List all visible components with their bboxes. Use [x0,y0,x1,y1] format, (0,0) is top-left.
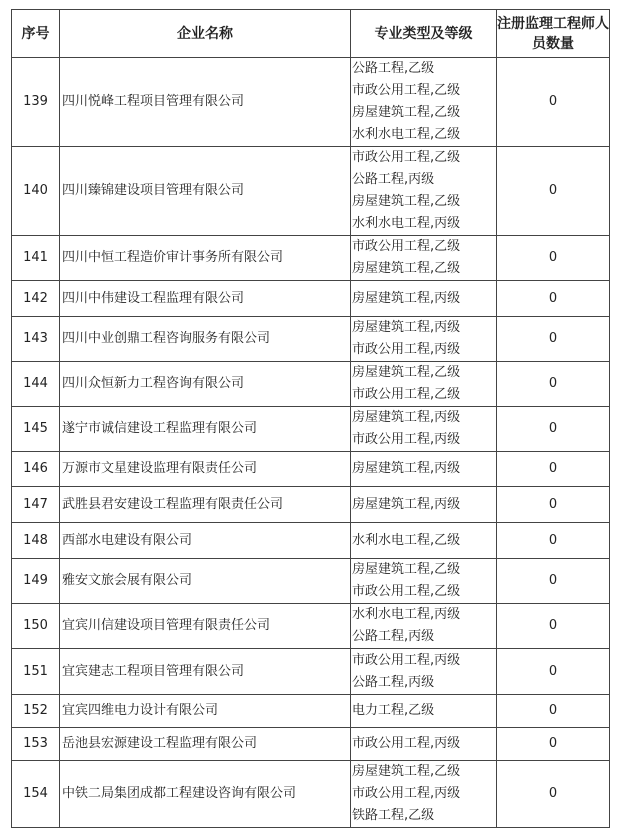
company-name: 四川中伟建设工程监理有限公司 [60,281,351,317]
specialty-item: 房屋建筑工程,丙级 [352,410,461,425]
specialty-cell [351,604,497,649]
specialty-item: 市政公用工程,乙级 [352,83,461,98]
company-name: 中铁二局集团成都工程建设咨询有限公司 [60,761,351,828]
row-index: 151 [12,649,60,695]
table-row [12,728,610,761]
engineer-count: 0 [497,761,610,828]
specialty-item: 水利水电工程,乙级 [352,532,461,548]
specialty-item: 市政公用工程,乙级 [352,584,461,599]
row-index: 147 [12,487,60,523]
specialty-cell [351,761,497,828]
specialty-item: 房屋建筑工程,乙级 [352,194,461,209]
table-body [12,58,610,828]
table-row [12,407,610,452]
specialty-item: 市政公用工程,乙级 [352,239,461,254]
company-name: 四川众恒新力工程咨询有限公司 [60,362,351,407]
specialty-item: 市政公用工程,丙级 [352,786,461,801]
engineer-count: 0 [497,317,610,362]
row-index: 144 [12,362,60,407]
specialty-item: 水利水电工程,乙级 [352,127,461,142]
specialty-item: 市政公用工程,丙级 [352,652,461,668]
header-engineers: 注册监理工程师人员数量 [497,10,610,58]
engineer-count: 0 [497,695,610,728]
company-name: 西部水电建设有限公司 [60,523,351,559]
company-name: 遂宁市诚信建设工程监理有限公司 [60,407,351,452]
specialty-cell [351,695,497,728]
row-index: 153 [12,728,60,761]
specialty-item: 水利水电工程,丙级 [352,607,461,622]
specialty-cell [351,281,497,317]
specialty-item: 房屋建筑工程,乙级 [352,261,461,276]
row-index: 145 [12,407,60,452]
specialty-cell [351,452,497,487]
specialty-item: 市政公用工程,丙级 [352,342,461,357]
row-index: 142 [12,281,60,317]
row-index: 143 [12,317,60,362]
table-row [12,523,610,559]
specialty-item: 铁路工程,乙级 [352,808,435,823]
specialty-cell [351,487,497,523]
specialty-item: 公路工程,丙级 [352,172,435,187]
specialty-cell [351,649,497,695]
specialty-item: 市政公用工程,丙级 [352,432,461,447]
table-row [12,649,610,695]
company-name: 四川中业创鼎工程咨询服务有限公司 [60,317,351,362]
row-index: 140 [12,147,60,236]
specialty-item: 房屋建筑工程,乙级 [352,562,461,577]
specialty-item: 房屋建筑工程,乙级 [352,105,461,120]
row-index: 141 [12,236,60,281]
engineer-count: 0 [497,58,610,147]
company-name: 宜宾四维电力设计有限公司 [60,695,351,728]
specialty-item: 房屋建筑工程,丙级 [352,496,461,512]
engineer-count: 0 [497,236,610,281]
engineer-count: 0 [497,559,610,604]
row-index: 152 [12,695,60,728]
engineer-count: 0 [497,523,610,559]
specialty-item: 公路工程,丙级 [352,629,435,644]
enterprise-table [11,9,610,828]
company-name: 宜宾川信建设项目管理有限责任公司 [60,604,351,649]
table-row [12,236,610,281]
header-row [12,10,610,58]
specialty-cell [351,728,497,761]
engineer-count: 0 [497,487,610,523]
specialty-item: 电力工程,乙级 [352,703,435,718]
table-row [12,281,610,317]
company-name: 万源市文星建设监理有限责任公司 [60,452,351,487]
specialty-item: 市政公用工程,乙级 [352,150,461,165]
table-row [12,452,610,487]
engineer-count: 0 [497,649,610,695]
specialty-item: 公路工程,丙级 [352,674,435,690]
row-index: 154 [12,761,60,828]
header-company: 企业名称 [60,10,351,58]
engineer-count: 0 [497,407,610,452]
specialty-cell [351,523,497,559]
engineer-count: 0 [497,728,610,761]
specialty-item: 市政公用工程,丙级 [352,736,461,751]
table-row [12,487,610,523]
table-row [12,604,610,649]
company-name: 四川中恒工程造价审计事务所有限公司 [60,236,351,281]
engineer-count: 0 [497,452,610,487]
company-name: 雅安文旅会展有限公司 [60,559,351,604]
row-index: 146 [12,452,60,487]
header-specialty: 专业类型及等级 [351,10,497,58]
specialty-cell [351,236,497,281]
company-name: 宜宾建志工程项目管理有限公司 [60,649,351,695]
table-row [12,317,610,362]
company-name: 武胜县君安建设工程监理有限责任公司 [60,487,351,523]
company-name: 岳池县宏源建设工程监理有限公司 [60,728,351,761]
table-row [12,761,610,828]
engineer-count: 0 [497,147,610,236]
specialty-item: 公路工程,乙级 [352,61,435,76]
engineer-count: 0 [497,281,610,317]
engineer-count: 0 [497,604,610,649]
specialty-cell [351,317,497,362]
company-name: 四川悦峰工程项目管理有限公司 [60,58,351,147]
table-row [12,147,610,236]
row-index: 150 [12,604,60,649]
engineer-count: 0 [497,362,610,407]
specialty-item: 房屋建筑工程,乙级 [352,365,461,380]
company-name: 四川臻锦建设项目管理有限公司 [60,147,351,236]
table-row [12,362,610,407]
table-row [12,559,610,604]
specialty-item: 水利水电工程,丙级 [352,216,461,231]
specialty-cell [351,147,497,236]
row-index: 149 [12,559,60,604]
specialty-cell [351,58,497,147]
specialty-cell [351,407,497,452]
specialty-item: 房屋建筑工程,丙级 [352,461,461,476]
specialty-cell [351,559,497,604]
specialty-cell [351,362,497,407]
table-row [12,58,610,147]
specialty-item: 市政公用工程,乙级 [352,387,461,402]
header-index: 序号 [12,10,60,58]
row-index: 139 [12,58,60,147]
specialty-item: 房屋建筑工程,丙级 [352,290,461,306]
row-index: 148 [12,523,60,559]
table-row [12,695,610,728]
specialty-item: 房屋建筑工程,乙级 [352,764,461,779]
specialty-item: 房屋建筑工程,丙级 [352,320,461,335]
